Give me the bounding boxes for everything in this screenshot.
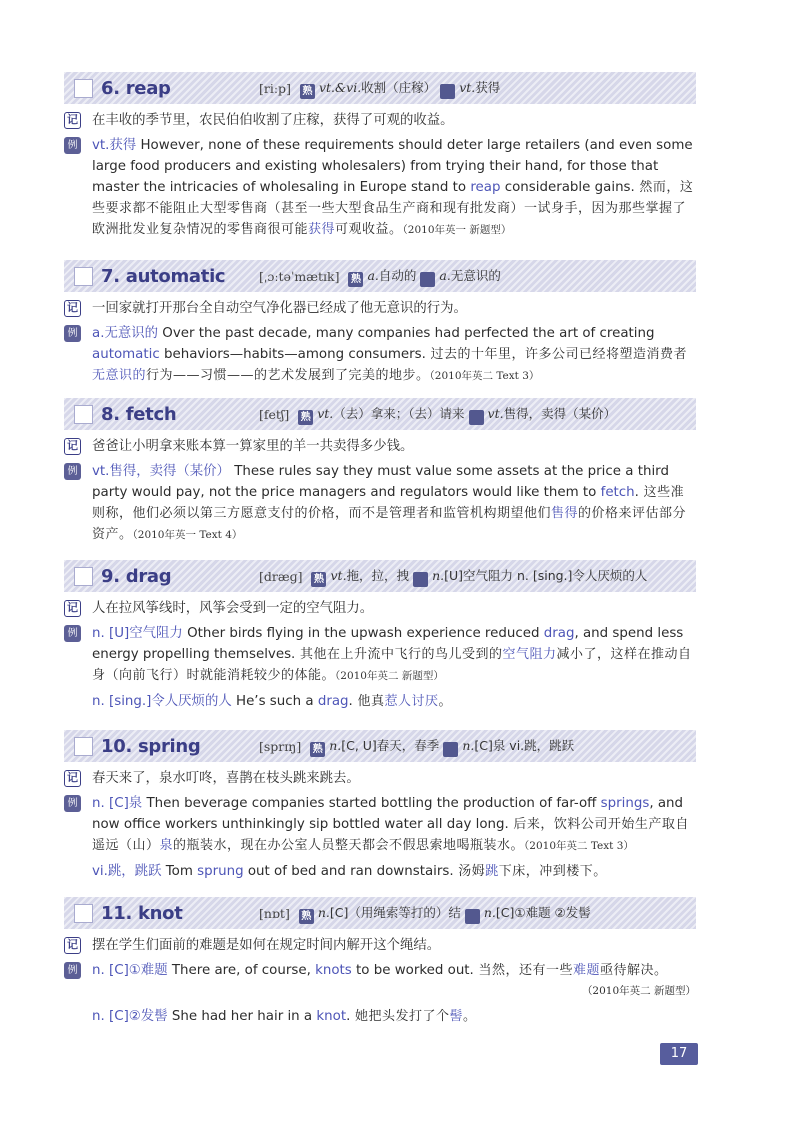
badge-icon [465, 909, 480, 924]
phonetic: [dræɡ] [259, 568, 303, 584]
source: （2010年英一 新题型） [402, 224, 512, 236]
source: （2010年英二 Text 3） [524, 840, 634, 852]
example-icon: 例 [64, 962, 81, 979]
example-icon: 例 [64, 137, 81, 154]
example-icon: 例 [64, 625, 81, 642]
checkbox[interactable] [74, 567, 93, 586]
memory-line: 记 一回家就打开那台全自动空气净化器已经成了他无意识的行为。 [64, 298, 696, 319]
headword-bar [64, 897, 696, 929]
entry-automatic [64, 260, 696, 387]
ji-icon: 记 [64, 300, 81, 317]
headword-bar [64, 260, 696, 292]
badge-icon [413, 572, 428, 587]
headword: 6. reap [101, 77, 171, 99]
shu-icon: 熟 [298, 410, 313, 425]
example-label: vt.售得，卖得（某价） [92, 464, 230, 479]
sub-example: vi.跳，跳跃 Tom sprung out of bed and ran downstairs. 汤姆跳下床，冲到楼下。 [92, 864, 607, 879]
definitions: 熟 n.[C]（用绳索等打的）结 n.[C]①难题 ②发髻 [295, 903, 591, 924]
shu-icon: 熟 [310, 742, 325, 757]
badge-icon [469, 410, 484, 425]
example-label: n. [C]①难题 [92, 963, 168, 978]
example: 例 vt.获得 However, none of these requirements should deter large retailers (and even some large food producers and existing wholesalers) from trying their hand, for those that master the intricacies of wholesaling in Europe stand to reap considerable gains. 然而，这些要求都不能阻止大型零售商（甚至一些大型食品生产商和现有批发商）一试身手，因为那些掌握了欧洲批发业复杂情况的零售商很可能获得可观收益。（2010年英一 新题型） [64, 135, 696, 241]
headword: 10. spring [101, 735, 201, 757]
entry-spring [64, 730, 696, 882]
sub-example: n. [sing.]令人厌烦的人 He’s such a drag. 他真惹人讨厌。 [92, 694, 452, 709]
definitions: 熟 a.自动的 a.无意识的 [344, 266, 500, 287]
headword: 8. fetch [101, 403, 177, 425]
definitions: 熟 vt.拖，拉，拽 n.[U]空气阻力 n. [sing.]令人厌烦的人 [307, 566, 647, 587]
example: 例 n. [C]泉 Then beverage companies started bottling the production of far-off springs, and now office workers unthinkingly sip bottled water all day long. 后来，饮料公司开始生产取自遥远（山）泉的瓶装水，现在办公室人员整天都会不假思索地喝瓶装水。（2010年英二 Text 3） [64, 793, 696, 857]
ji-icon: 记 [64, 438, 81, 455]
example-label: a.无意识的 [92, 326, 159, 341]
source: （2010年英二 新题型） [335, 670, 444, 682]
headword-bar [64, 560, 696, 592]
memory-line: 记 摆在学生们面前的难题是如何在规定时间内解开这个绳结。 [64, 935, 696, 956]
badge-icon [443, 742, 458, 757]
example-icon: 例 [64, 325, 81, 342]
badge-icon [420, 272, 435, 287]
shu-icon: 熟 [348, 272, 363, 287]
headword-bar [64, 398, 696, 430]
shu-icon: 熟 [300, 84, 315, 99]
badge-icon [440, 84, 455, 99]
checkbox[interactable] [74, 737, 93, 756]
checkbox[interactable] [74, 405, 93, 424]
entry-drag [64, 560, 696, 712]
example: 例 a.无意识的 Over the past decade, many companies had perfected the art of creating automatic behaviors—habits—among consumers. 过去的十年里，许多公司已经将塑造消费者无意识的行为——习惯——的艺术发展到了完美的地步。（2010年英二 Text 3） [64, 323, 696, 387]
headword: 11. knot [101, 902, 183, 924]
phonetic: [sprɪŋ] [259, 738, 302, 754]
example: 例 n. [C]①难题 There are, of course, knots to be worked out. 当然，还有一些难题亟待解决。 [64, 960, 696, 981]
phonetic: [fetʃ] [259, 406, 290, 422]
source: （2010年英一 Text 4） [132, 529, 243, 541]
memory-line: 记 在丰收的季节里，农民伯伯收割了庄稼，获得了可观的收益。 [64, 110, 696, 131]
headword: 9. drag [101, 565, 172, 587]
ji-icon: 记 [64, 937, 81, 954]
ji-icon: 记 [64, 112, 81, 129]
checkbox[interactable] [74, 267, 93, 286]
headword-bar [64, 730, 696, 762]
example-label: vi.跳，跳跃 [92, 864, 162, 879]
definitions: 熟 n.[C, U]春天，春季 n.[C]泉 vi.跳，跳跃 [306, 736, 574, 757]
example-label: n. [sing.]令人厌烦的人 [92, 694, 232, 709]
ji-icon: 记 [64, 770, 81, 787]
checkbox[interactable] [74, 79, 93, 98]
source: （2010年英二 新题型） [581, 985, 696, 997]
definitions: 熟 vt.&vi.收割（庄稼） vt.获得 [296, 78, 500, 99]
page-number: 17 [660, 1043, 698, 1065]
example-icon: 例 [64, 795, 81, 812]
example: 例 vt.售得，卖得（某价） These rules say they must value some assets at the price a third party would pay, not the price managers and regulators would like them to fetch. 这些准则称，他们必须以第三方愿意支付的价格，而不是管理者和监管机构期望他们售得的价格来评估部分资产。（2010年英一 Text 4） [64, 461, 696, 546]
checkbox[interactable] [74, 904, 93, 923]
entry-knot [64, 897, 696, 1027]
phonetic: [riːp] [259, 80, 291, 96]
example: 例 n. [U]空气阻力 Other birds flying in the upwash experience reduced drag, and spend less energy propelling themselves. 其他在上升流中飞行的鸟儿受到的空气阻力减小了，这样在推动自身（向前飞行）时就能消耗较少的体能。（2010年英二 新题型） [64, 623, 696, 687]
entry-fetch [64, 398, 696, 546]
ji-icon: 记 [64, 600, 81, 617]
headword: 7. automatic [101, 265, 226, 287]
sub-example: n. [C]②发髻 She had her hair in a knot. 她把头发打了个髻。 [92, 1009, 477, 1024]
source: （2010年英二 Text 3） [429, 370, 540, 382]
headword-bar [64, 72, 696, 104]
shu-icon: 熟 [311, 572, 326, 587]
shu-icon: 熟 [299, 909, 314, 924]
memory-line: 记 爸爸让小明拿来账本算一算家里的羊一共卖得多少钱。 [64, 436, 696, 457]
memory-line: 记 春天来了，泉水叮咚，喜鹊在枝头跳来跳去。 [64, 768, 696, 789]
entry-reap [64, 72, 696, 241]
example-label: n. [U]空气阻力 [92, 626, 183, 641]
example-label: n. [C]泉 [92, 796, 143, 811]
phonetic: [ˌɔːtəˈmætɪk] [259, 268, 340, 284]
phonetic: [nɒt] [259, 905, 290, 921]
example-label: vt.获得 [92, 138, 137, 153]
memory-line: 记 人在拉风筝线时，风筝会受到一定的空气阻力。 [64, 598, 696, 619]
example-icon: 例 [64, 463, 81, 480]
definitions: 熟 vt.（去）拿来；（去）请来 vt.售得，卖得（某价） [294, 404, 616, 425]
example-label: n. [C]②发髻 [92, 1009, 168, 1024]
